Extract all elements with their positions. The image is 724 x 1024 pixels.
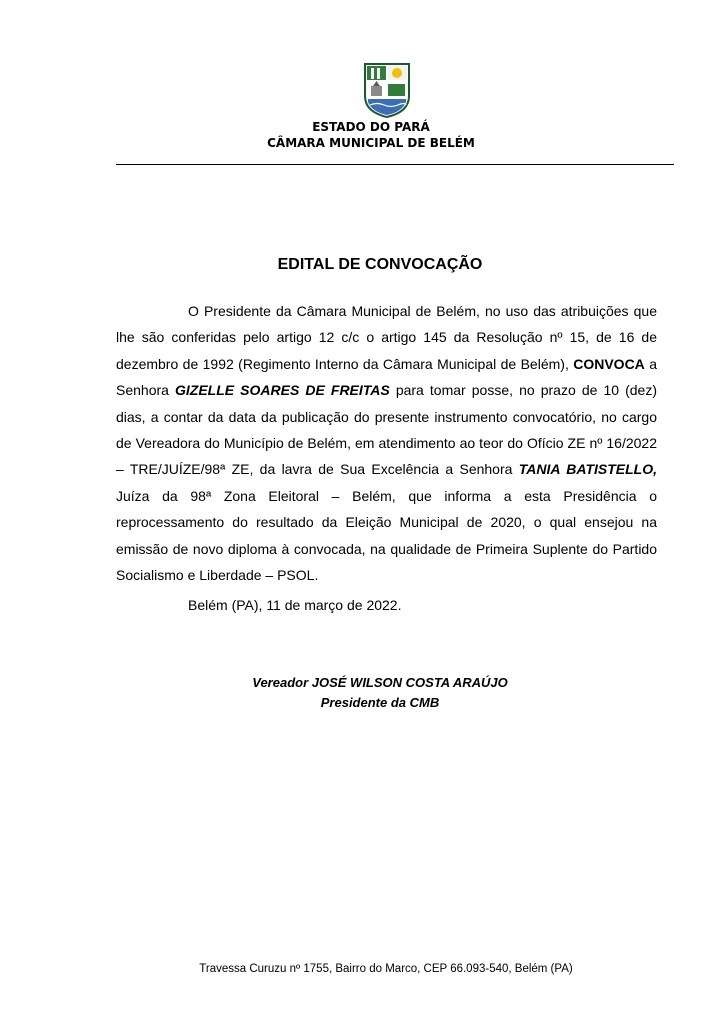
nominee-name: GIZELLE SOARES DE FREITAS bbox=[175, 382, 390, 399]
document-title: EDITAL DE CONVOCAÇÃO bbox=[277, 256, 483, 273]
document-body bbox=[116, 298, 657, 588]
body-text-4: Juíza da 98ª Zona Eleitoral – Belém, que informa a esta Presidência o reprocessamento do resultado da Eleição Municipal de 2020, o qual ensejou na emissão de novo diploma à convocada, na qualidade de Primeira Suplente do Partido Socialismo e Liberdade – PSOL. bbox=[116, 487, 657, 584]
header-state: ESTADO DO PARÁ bbox=[312, 120, 430, 134]
header-chamber: CÂMARA MUNICIPAL DE BELÉM bbox=[267, 136, 475, 150]
body-text-3: para tomar posse, no prazo de 10 (dez) dias, a contar da data da publicação do presente instrumento convocatório, no cargo de Vereadora do Município de Belém, em atendimento ao teor do Ofício ZE nº 16/2022 – TRE/JUÍZE/98ª ZE, da lavra de Sua Excelência a Senhora bbox=[116, 382, 657, 478]
body-text-2: a Senhora bbox=[116, 355, 657, 399]
signatory-name: Vereador JOSÉ WILSON COSTA ARAÚJO bbox=[252, 675, 508, 690]
body-text-1: O Presidente da Câmara Municipal de Belém, no uso das atribuições que lhe são conferidas pelo artigo 12 c/c o artigo 145 da Resolução nº 15, de 16 de dezembro de 1992 (Regimento Interno da Câmara Municipal de Belém), bbox=[116, 303, 657, 372]
convoca-keyword: CONVOCA bbox=[573, 355, 645, 372]
coat-of-arms-icon bbox=[362, 62, 412, 118]
footer-address: Travessa Curuzu nº 1755, Bairro do Marco, CEP 66.093-540, Belém (PA) bbox=[199, 963, 573, 975]
header-divider bbox=[116, 164, 674, 165]
signatory-role: Presidente da CMB bbox=[320, 695, 440, 710]
date-line: Belém (PA), 11 de março de 2022. bbox=[188, 597, 402, 613]
judge-name: TANIA BATISTELLO, bbox=[518, 461, 657, 478]
body-paragraph bbox=[116, 298, 657, 588]
